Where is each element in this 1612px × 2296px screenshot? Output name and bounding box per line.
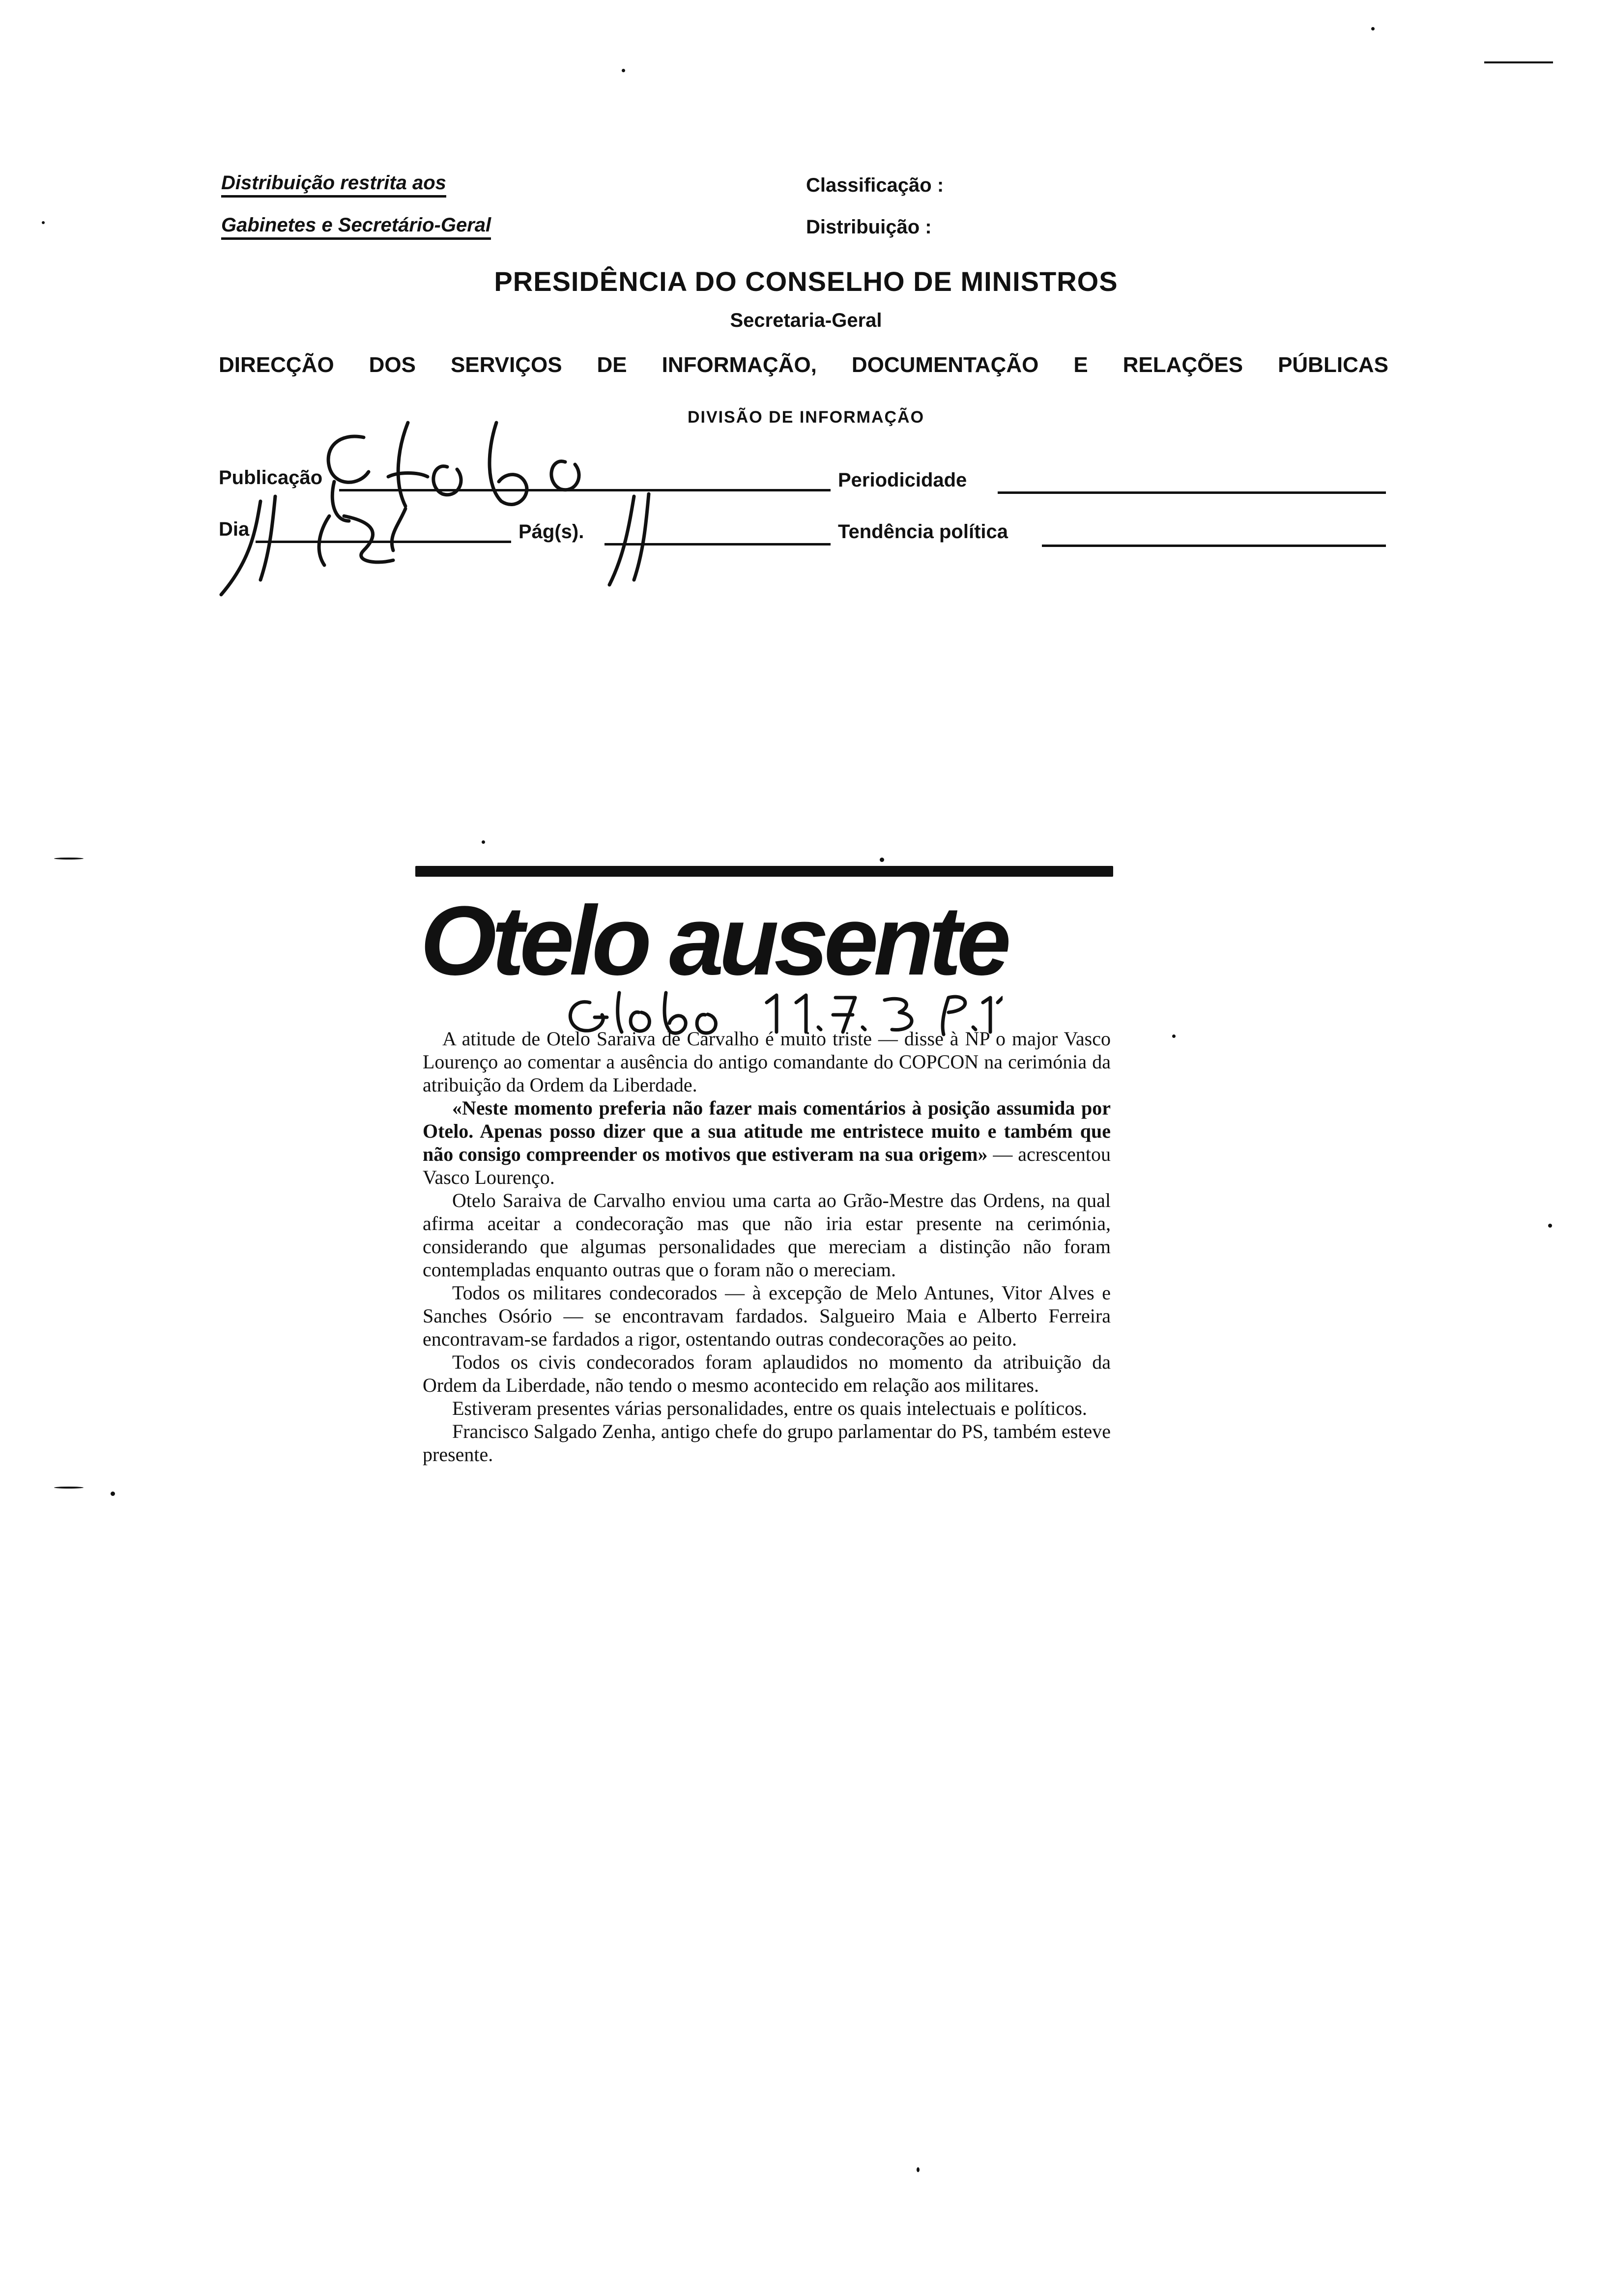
- scan-speck: [111, 1492, 115, 1496]
- scan-speck: [880, 858, 884, 862]
- periodicidade-line: [998, 491, 1386, 494]
- dia-label: Dia: [219, 518, 250, 540]
- quote-attribution: — acrescentou Vasco Lourenço.: [423, 1143, 1111, 1188]
- article-paragraph: Todos os militares condecorados — à excepção de Melo Antunes, Vitor Alves e Sanches Osório — se encontravam fardados. Salgueiro Maia e Alberto Ferreira encontravam-se fardados a rigor, ostentando outras condecorações ao peito.: [423, 1282, 1111, 1350]
- scan-speck: [622, 69, 625, 72]
- handwritten-form-annotation: [211, 403, 654, 609]
- article-paragraph: A atitude de Otelo Saraiva de Carvalho é muito triste — disse à NP o major Vasco Lourenço ao comentar a ausência do antigo comandante do COPCON na cerimónia da atribuição da Ordem da Liberdade.: [423, 1028, 1111, 1096]
- scan-speck: [482, 840, 485, 844]
- direccao-word: PÚBLICAS: [1278, 353, 1388, 377]
- direccao-word: DIRECÇÃO: [219, 353, 334, 377]
- article-headline: Otelo ausente: [420, 886, 1007, 996]
- direccao-word: INFORMAÇÃO,: [662, 353, 817, 377]
- direccao-word: DOS: [369, 353, 416, 377]
- scan-speck: [42, 221, 45, 224]
- clipping-top-rule: [415, 866, 1113, 877]
- direccao-word: E: [1073, 353, 1088, 377]
- presidencia-heading: PRESIDÊNCIA DO CONSELHO DE MINISTROS: [494, 266, 1118, 297]
- article-body: [423, 1027, 1111, 1466]
- article-paragraph: Todos os civis condecorados foram aplaudidos no momento da atribuição da Ordem da Liberdade, não tendo o mesmo acontecido em relação aos militares.: [423, 1351, 1111, 1396]
- scan-mark: [54, 858, 84, 860]
- tendencia-label: Tendência política: [838, 521, 1008, 543]
- secretaria-geral: Secretaria-Geral: [730, 310, 882, 331]
- direccao-word: DOCUMENTAÇÃO: [851, 353, 1039, 377]
- direccao-word: DE: [597, 353, 627, 377]
- scan-mark: [54, 1487, 84, 1489]
- scan-speck: [1371, 27, 1375, 30]
- publicacao-label: Publicação: [219, 467, 323, 488]
- scan-speck: [1172, 1034, 1176, 1038]
- direccao-heading: [219, 353, 1388, 377]
- article-paragraph-quote: [423, 1096, 1111, 1189]
- quote-text: «Neste momento preferia não fazer mais comentários à posição assumida por Otelo. Apenas posso dizer que a sua atitude me entristece muito e também que não consigo compreender os motivos que estiveram na sua origem»: [423, 1097, 1111, 1165]
- classificacao-label: Classificação :: [806, 174, 944, 196]
- direccao-word: SERVIÇOS: [450, 353, 562, 377]
- periodicidade-label: Periodicidade: [838, 469, 967, 491]
- divisao-informacao: DIVISÃO DE INFORMAÇÃO: [687, 408, 925, 427]
- article-paragraph: Otelo Saraiva de Carvalho enviou uma carta ao Grão-Mestre das Ordens, na qual afirma aceitar a condecoração mas que não iria estar presente na cerimónia, considerando que algumas personalidades que mereciam a distinção não foram contempladas enquanto outras que o foram não o mereciam.: [423, 1189, 1111, 1281]
- restricted-distribution-line-1: Distribuição restrita aos: [221, 172, 446, 198]
- direccao-word: RELAÇÕES: [1123, 353, 1243, 377]
- distribuicao-label: Distribuição :: [806, 216, 932, 238]
- scan-mark: [1484, 61, 1553, 63]
- article-paragraph: Francisco Salgado Zenha, antigo chefe do grupo parlamentar do PS, também esteve presente.: [423, 1420, 1111, 1465]
- scan-speck: [1548, 1224, 1552, 1228]
- restricted-distribution-line-2: Gabinetes e Secretário-Geral: [221, 214, 491, 240]
- pags-label: Pág(s).: [518, 521, 584, 543]
- tendencia-line: [1042, 545, 1386, 547]
- scan-speck: [917, 2167, 920, 2172]
- article-paragraph: Estiveram presentes várias personalidades, entre os quais intelectuais e políticos.: [452, 1397, 1087, 1419]
